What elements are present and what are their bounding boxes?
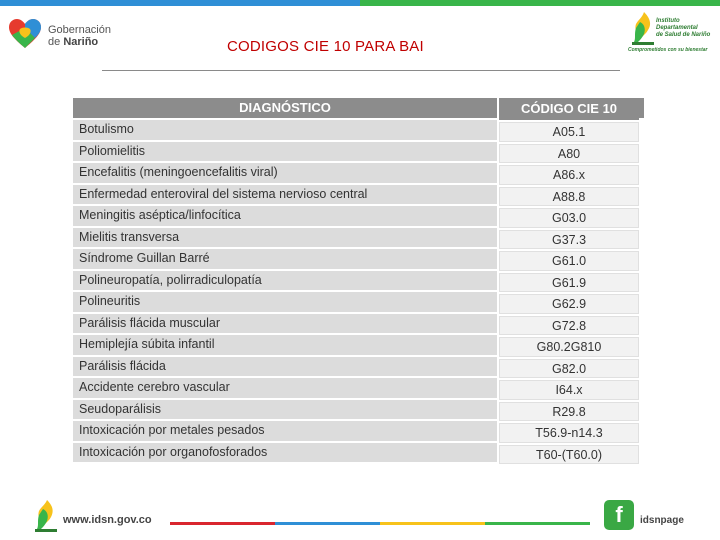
idsn-logo bbox=[628, 10, 716, 56]
idsn-flame-logo-icon bbox=[630, 10, 658, 46]
codigo-cell: A86.x bbox=[499, 165, 639, 185]
codigo-cell: R29.8 bbox=[499, 402, 639, 422]
diagnostico-cell: Poliomielitis bbox=[73, 142, 497, 162]
codigo-cell: G61.0 bbox=[499, 251, 639, 271]
diagnostico-cell: Hemiplejía súbita infantil bbox=[73, 335, 497, 355]
top-bar-blue bbox=[0, 0, 360, 6]
codigo-cell: A88.8 bbox=[499, 187, 639, 207]
footer bbox=[0, 492, 720, 540]
facebook-page-link[interactable]: idsnpage bbox=[640, 515, 684, 526]
codigo-cell: A05.1 bbox=[499, 122, 639, 142]
diagnostico-cell: Enfermedad enteroviral del sistema nervioso central bbox=[73, 185, 497, 205]
diagnostico-cell: Mielitis transversa bbox=[73, 228, 497, 248]
footer-bar-blue bbox=[275, 522, 380, 525]
codigo-column bbox=[499, 98, 639, 464]
idsn-line1: Instituto bbox=[656, 18, 680, 24]
diagnostico-cell: Encefalitis (meningoencefalitis viral) bbox=[73, 163, 497, 183]
top-bar-green bbox=[360, 0, 720, 6]
diagnostico-cell: Intoxicación por metales pesados bbox=[73, 421, 497, 441]
codigo-cell: G62.9 bbox=[499, 294, 639, 314]
logo-line2: Nariño bbox=[63, 36, 99, 48]
idsn-line3: de Salud de Nariño bbox=[656, 32, 711, 38]
codigo-cell: T60-(T60.0) bbox=[499, 445, 639, 465]
diagnostico-cell: Meningitis aséptica/linfocítica bbox=[73, 206, 497, 226]
footer-bar-yellow bbox=[380, 522, 485, 525]
gobernacion-logo bbox=[8, 18, 118, 54]
codigo-cell: G61.9 bbox=[499, 273, 639, 293]
idsn-slogan: Comprometidos con su bienestar bbox=[628, 47, 708, 53]
diagnostico-column bbox=[73, 98, 497, 462]
codigo-cell: I64.x bbox=[499, 380, 639, 400]
diagnostico-cell: Botulismo bbox=[73, 120, 497, 140]
title-divider bbox=[102, 70, 620, 71]
footer-bar-green bbox=[485, 522, 590, 525]
codigo-cell: A80 bbox=[499, 144, 639, 164]
codigo-cell: G37.3 bbox=[499, 230, 639, 250]
footer-bar-red bbox=[170, 522, 275, 525]
diagnostico-cell: Parálisis flácida muscular bbox=[73, 314, 497, 334]
header-codigo: CÓDIGO CIE 10 bbox=[499, 98, 639, 120]
codigo-cell: G80.2G810 bbox=[499, 337, 639, 357]
diagnostico-cell: Intoxicación por organofosforados bbox=[73, 443, 497, 463]
top-color-bar bbox=[0, 0, 720, 6]
diagnostico-cell: Polineuropatía, polirradiculopatía bbox=[73, 271, 497, 291]
diagnostico-cell: Polineuritis bbox=[73, 292, 497, 312]
codigo-cell: G82.0 bbox=[499, 359, 639, 379]
codigo-cell: T56.9-n14.3 bbox=[499, 423, 639, 443]
logo-line1: Gobernación bbox=[48, 24, 111, 36]
cie10-table bbox=[73, 98, 646, 464]
idsn-flame-logo-icon bbox=[34, 498, 60, 532]
diagnostico-cell: Síndrome Guillan Barré bbox=[73, 249, 497, 269]
idsn-line2: Departamental bbox=[656, 25, 698, 31]
diagnostico-cell: Accidente cerebro vascular bbox=[73, 378, 497, 398]
facebook-icon[interactable]: f bbox=[604, 500, 634, 530]
header-diagnostico: DIAGNÓSTICO bbox=[73, 98, 497, 118]
codigo-cell: G72.8 bbox=[499, 316, 639, 336]
gobernacion-logo-text bbox=[48, 24, 111, 48]
header-tab-edge bbox=[639, 98, 644, 118]
footer-url-link[interactable]: www.idsn.gov.co bbox=[63, 514, 152, 526]
diagnostico-cell: Parálisis flácida bbox=[73, 357, 497, 377]
logo-line2-prefix: de bbox=[48, 36, 61, 48]
page-title: CODIGOS CIE 10 PARA BAI bbox=[227, 38, 424, 55]
idsn-logo-text bbox=[656, 18, 710, 39]
codigo-cell: G03.0 bbox=[499, 208, 639, 228]
heart-logo-icon bbox=[8, 18, 42, 50]
diagnostico-cell: Seudoparálisis bbox=[73, 400, 497, 420]
